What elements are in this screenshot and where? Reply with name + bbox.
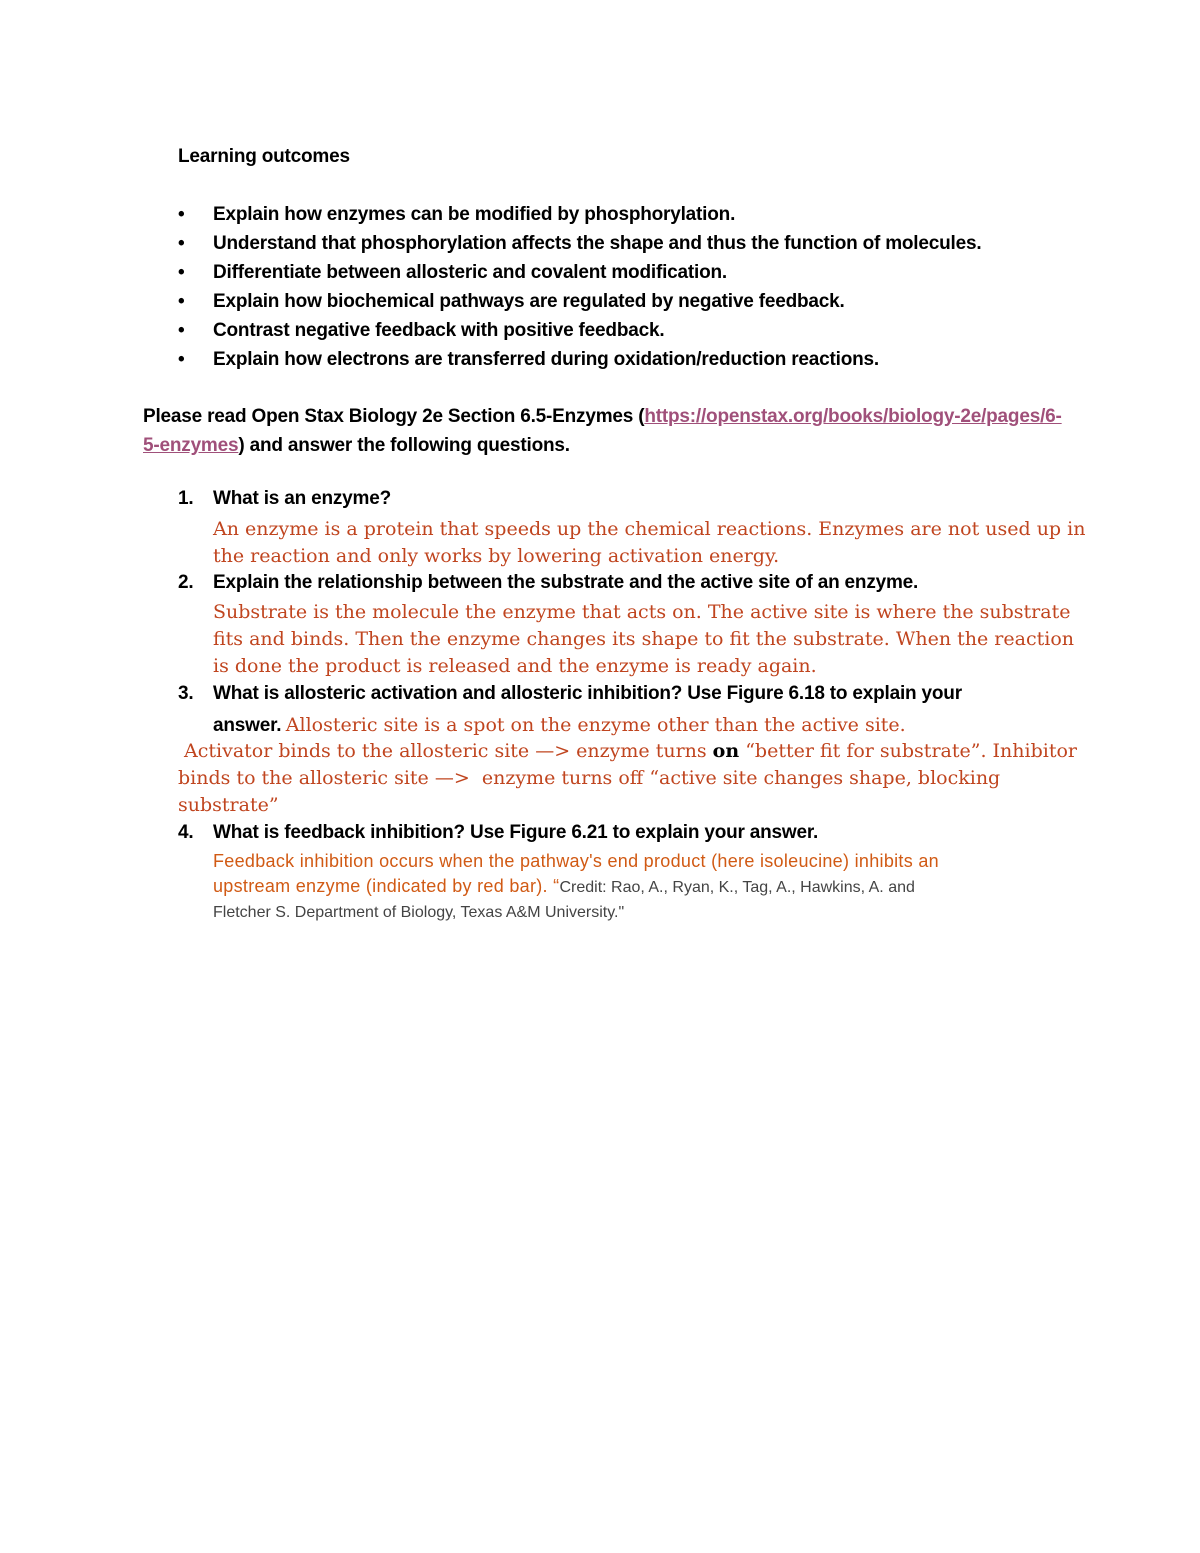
question-text: What is allosteric activation and allosteric inhibition? Use Figure 6.18 to explain your [213,683,962,704]
learning-outcomes-heading: Learning outcomes [178,146,350,167]
citation-credit: Credit: Rao, A., Ryan, K., Tag, A., Hawkins, A. and [559,879,915,896]
bullet-icon: • [178,349,185,370]
learning-outcomes-list [178,202,981,376]
question-number: 3. [178,683,194,704]
question-number: 1. [178,488,194,509]
bullet-icon: • [178,291,185,312]
bullet-icon: • [178,233,185,254]
answer-3: Activator binds to the allosteric site —> enzyme turns on “better fit for substrate”. Inhibitor binds to the allosteric site —> enzyme turns off “active site changes shape, blocking substrate” [178,740,1077,816]
question-text: What is an enzyme? [213,488,391,509]
list-item: • Contrast negative feedback with positive feedback. [178,318,981,347]
list-item: • Differentiate between allosteric and covalent modification. [178,260,981,289]
list-item: • Explain how enzymes can be modified by phosphorylation. [178,202,981,231]
citation-credit: Fletcher S. Department of Biology, Texas A&M University." [213,904,625,921]
openstax-link[interactable]: https://openstax.org/books/biology-2e/pages/6-5-enzymes [143,406,1062,456]
answer-4: Feedback inhibition occurs when the pathway's end product (here isoleucine) inhibits an upstream enzyme (indicated by red bar). “Credit: Rao, A., Ryan, K., Tag, A., Hawkins, A. and Fletcher S. Department of Biology, Texas A&M University." [213,849,939,925]
question-text: What is feedback inhibition? Use Figure 6.21 to explain your answer. [213,822,819,843]
bullet-icon: • [178,262,185,283]
bullet-icon: • [178,204,185,225]
answer-3-inline: Allosteric site is a spot on the enzyme other than the active site. [285,714,906,736]
list-item: • Explain how biochemical pathways are regulated by negative feedback. [178,289,981,318]
question-text: Explain the relationship between the substrate and the active site of an enzyme. [213,572,919,593]
answer-1: An enzyme is a protein that speeds up the chemical reactions. Enzymes are not used up in the reaction and only works by lowering activation energy. [213,518,1086,567]
list-item: • Understand that phosphorylation affects the shape and thus the function of molecules. [178,231,981,260]
question-number: 4. [178,822,194,843]
question-number: 2. [178,572,194,593]
question-3-continued: answer. Allosteric site is a spot on the enzyme other than the active site. [213,714,906,736]
reading-instructions: Please read Open Stax Biology 2e Section 6.5-Enzymes (https://openstax.org/books/biology-2e/pages/6-5-enzymes) and answer the following questions. [143,406,1062,456]
list-item: • Explain how electrons are transferred during oxidation/reduction reactions. [178,347,981,376]
bullet-icon: • [178,320,185,341]
answer-2: Substrate is the molecule the enzyme that acts on. The active site is where the substrate fits and binds. Then the enzyme changes its shape to fit the substrate. When the reaction is done the product is released and the enzyme is ready again. [213,601,1074,677]
